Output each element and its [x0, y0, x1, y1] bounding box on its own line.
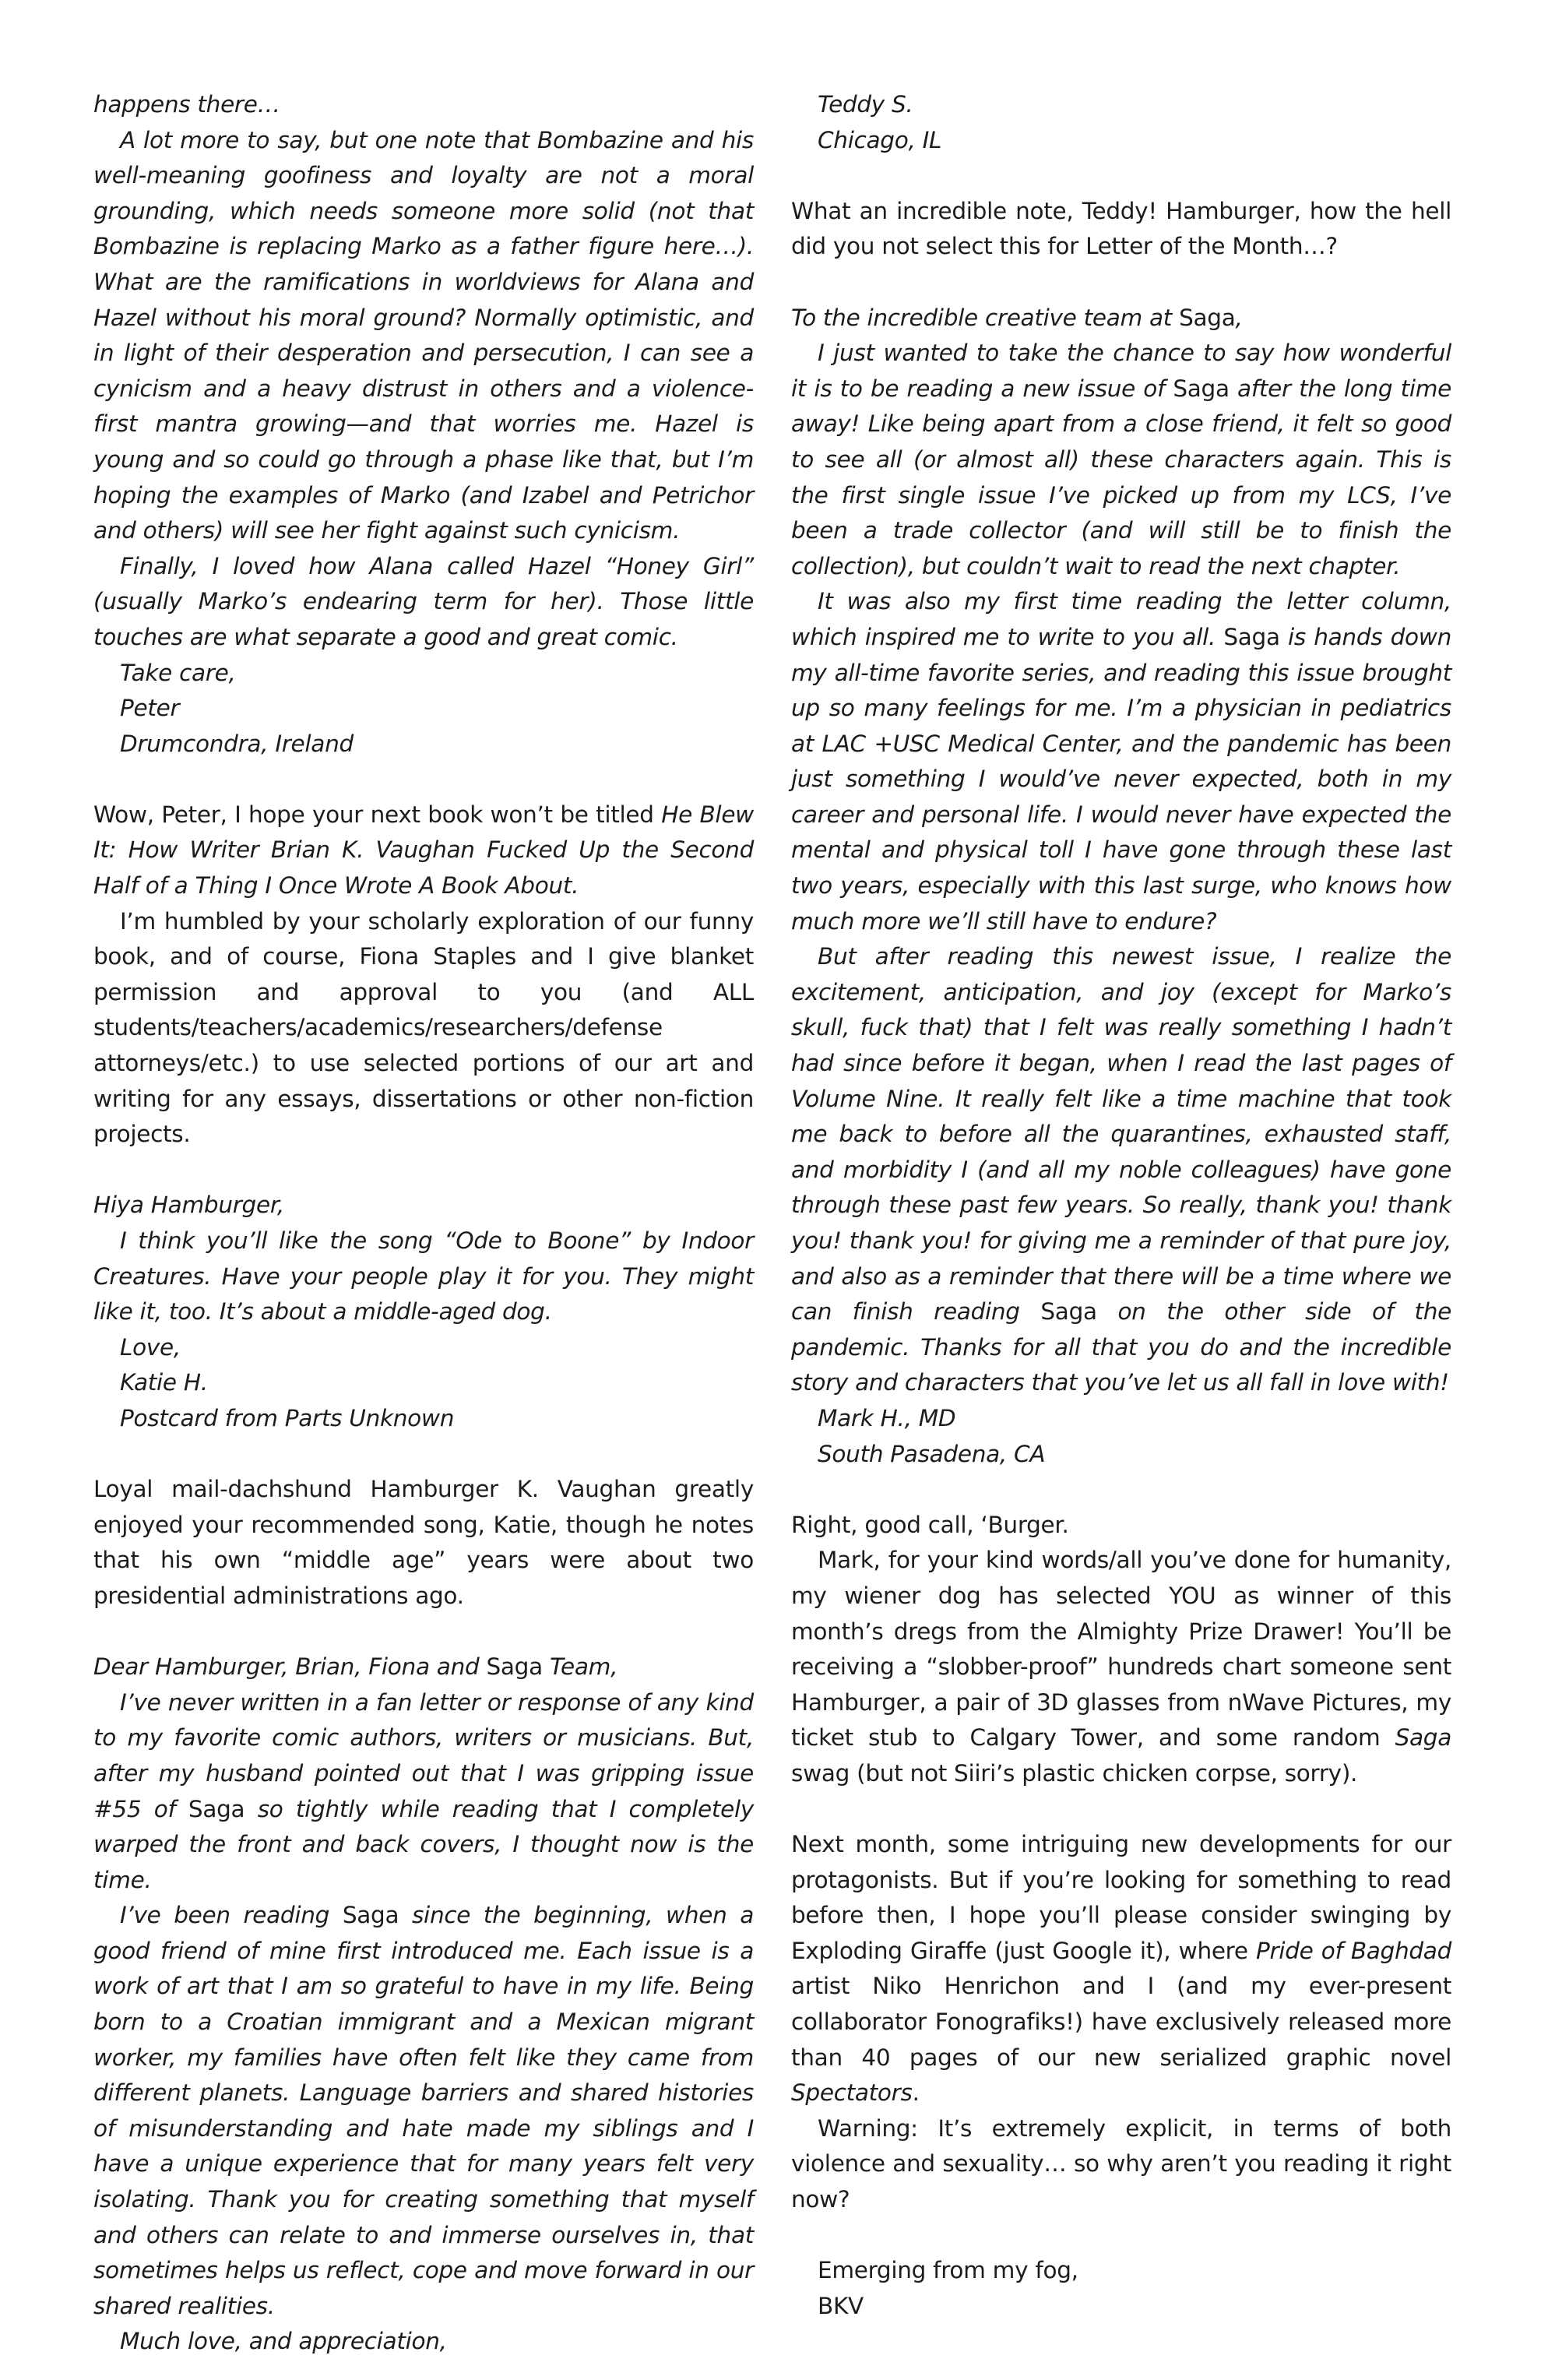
section-gap [791, 2218, 1451, 2254]
letter-salutation: To the incredible creative team at Saga, [791, 304, 1243, 331]
letter-paragraph: I’ve been reading Saga since the beginning, when a good friend of mine first introduced me. Each issue is a work of art that I am so grateful to have in my life. Being born to a Croatian immigrant and a Mexican migrant worker, my families have often felt like they came from different planets. Language barriers and shared histories of misunderstanding and hate made my siblings and I have a unique experience that for many years felt very isolating. Thank you for creating something that myself and others can relate to and immerse ourselves in, that sometimes helps us reflect, cope and move forward in our shared realities. [93, 1902, 755, 2319]
section-gap [93, 1153, 754, 1188]
letter-author: Teddy S. [818, 91, 913, 118]
left-column [93, 87, 754, 2360]
reply-paragraph: Warning: It’s extremely explicit, in terms of both violence and sexuality… so why aren’t you reading it right now? [791, 2114, 1451, 2213]
letter-salutation: Dear Hamburger, Brian, Fiona and Saga Team, [93, 1653, 618, 1681]
reply-paragraph: Next month, some intriguing new developments for our protagonists. But if you’re looking for something to read before then, I hope you’ll please consider swinging by Exploding Giraffe (just Google it), where Pride of Baghdad artist Niko Henrichon and I (and my ever-present collaborator Fonografiks!) have exclusively released more than 40 pages of our new serialized graphic novel Spectators. [791, 1831, 1451, 2107]
reply-paragraph: Wow, Peter, I hope your next book won’t be titled He Blew It: How Writer Brian K. Vaughan Fucked Up the Second Half of a Thing I Once Wrote A Book About. [93, 801, 754, 900]
section-gap [791, 158, 1451, 194]
reply-paragraph: Mark, for your kind words/all you’ve done for humanity, my wiener dog has selected YOU as winner of this month’s dregs from the Almighty Prize Drawer! You’ll be receiving a “slobber-proof” hundreds chart someone sent Hamburger, a pair of 3D glasses from nWave Pictures, my ticket stub to Calgary Tower, and some random Saga swag (but not Siiri’s plastic chicken corpse, sorry). [791, 1547, 1451, 1787]
letter-signoff: Much love, and appreciation, [120, 2328, 447, 2355]
letter-paragraph: I think you’ll like the song “Ode to Boone” by Indoor Creatures. Have your people play it for you. They might like it, too. It’s about a middle-aged dog. [93, 1227, 754, 1326]
letter-location: Chicago, IL [818, 126, 942, 153]
section-gap [93, 1437, 754, 1473]
letter-author: Peter [120, 695, 180, 722]
letter-paragraph: Finally, I loved how Alana called Hazel “Honey Girl” (usually Marko’s endearing term for her). Those little touches are what separate a good and great comic. [93, 552, 754, 650]
section-gap [791, 1472, 1451, 1508]
section-gap [791, 1792, 1451, 1828]
letter-location: South Pasadena, CA [818, 1440, 1046, 1467]
letter-paragraph: It was also my first time reading the letter column, which inspired me to write to you all. Saga is hands down my all-time favorite series, and reading this issue brought up so many feelings for me. I’m a physician in pediatrics at LAC +USC Medical Center, and the pandemic has been just something I would’ve never expected, both in my career and personal life. I would never have expected the mental and physical toll I have gone through these last two years, especially with this last surge, who knows how much more we’ll still have to endure? [791, 588, 1451, 935]
letter-signoff: Love, [120, 1333, 181, 1361]
letter-paragraph: I’ve never written in a fan letter or response of any kind to my favorite comic authors, writers or musicians. But, after my husband pointed out that I was gripping issue #55 of Saga so tightly while reading that I completely warped the front and back covers, I thought now is the time. [93, 1688, 755, 1893]
letter-salutation: Hiya Hamburger, [93, 1192, 285, 1219]
section-gap [791, 265, 1451, 301]
letter-paragraph: But after reading this newest issue, I realize the excitement, anticipation, and joy (except for Marko’s skull, fuck that) that I felt was really something I hadn’t had since before it began, when I read the last pages of Volume Nine. It really felt like a time machine that took me back to before all the quarantines, exhausted staff, and morbidity I (and all my noble colleagues) have gone through these past few years. So really, thank you! thank you! thank you! for giving me a reminder of that pure joy, and also as a reminder that there will be a time where we can finish reading Saga on the other side of the pandemic. Thanks for all that you do and the incredible story and characters that you’ve let us all fall in love with! [791, 943, 1451, 1396]
letter-location: Drumcondra, Ireland [120, 730, 354, 757]
reply-signoff: Emerging from my fog, [818, 2257, 1078, 2284]
reply-paragraph: Loyal mail-dachshund Hamburger K. Vaughan greatly enjoyed your recommended song, Katie, though he notes that his own “middle age” years were about two presidential administrations ago. [93, 1476, 754, 1609]
letter-location: Postcard from Parts Unknown [120, 1404, 455, 1431]
letter-author: Mark H., MD [818, 1404, 956, 1431]
letter-paragraph: A lot more to say, but one note that Bombazine and his well-meaning goofiness and loyalty are not a moral grounding, which needs someone more solid (not that Bombazine is replacing Marko as a father figure here…). What are the ramifications in worldviews for Alana and Hazel without his moral ground? Normally optimistic, and in light of their desperation and persecution, I can see a cynicism and a heavy distrust in others and a violence-first mantra growing—and that worries me. Hazel is young and so could go through a phase like that, but I’m hoping the examples of Marko (and Izabel and Petrichor and others) will see her fight against such cynicism. [93, 126, 754, 544]
right-column [791, 87, 1451, 2324]
letter-paragraph: I just wanted to take the chance to say how wonderful it is to be reading a new issue of Saga after the long time away! Like being apart from a close friend, it felt so good to see all (or almost all) these characters again. This is the first single issue I’ve picked up from my LCS, I’ve been a trade collector (and will still be to finish the collection), but couldn’t wait to read the next chapter. [791, 340, 1452, 579]
reply-author: BKV [818, 2292, 864, 2319]
letter-author: Katie H. [120, 1369, 208, 1396]
letter-signoff: Take care, [120, 659, 236, 686]
reply-paragraph: What an incredible note, Teddy! Hamburger, how the hell did you not select this for Letter of the Month…? [791, 197, 1451, 260]
reply-paragraph: I’m humbled by your scholarly exploration of our funny book, and of course, Fiona Staples and I give blanket permission and approval to you (and ALL students/teachers/academics/researchers/defense attorneys/etc.) to use selected portions of our art and writing for any essays, dissertations or other non-fiction projects. [93, 907, 754, 1148]
section-gap [93, 1614, 754, 1650]
letter-text: happens there… [93, 91, 280, 118]
section-gap [93, 762, 754, 797]
reply-paragraph: Right, good call, ‘Burger. [791, 1511, 1069, 1538]
